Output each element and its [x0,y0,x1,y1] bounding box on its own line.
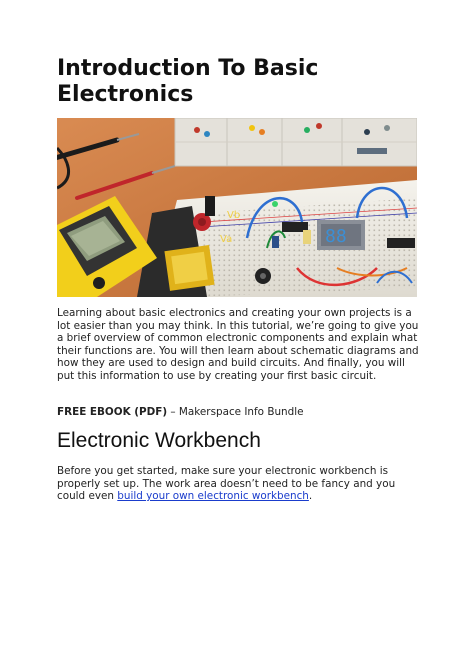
hero-image [57,118,417,297]
workbench-link[interactable]: build your own electronic workbench [117,490,309,503]
workbench-paragraph [57,465,419,503]
ebook-label: FREE EBOOK (PDF) [57,406,168,418]
page-title: Introduction To Basic Electronics [57,56,319,107]
breadboard-label-va: Va [220,234,233,245]
ebook-line [57,406,419,419]
workbench-paragraph-end: . [308,490,313,503]
electronics-photo-icon [57,118,417,297]
ebook-text: Makerspace Info Bundle [178,406,304,418]
workbench-paragraph-start: Before you get started, make sure your electronic workbench is properly set up. The work area doesn’t need to be fancy and you could even [57,465,396,503]
intro-paragraph: Learning about basic electronics and creating your own projects is a lot easier than you may think. In this tutorial, we’re going to give you a brief overview of common electronic components and explain what their functions are. You will then learn about schematic diagrams and how they are used to design and build circuits. And finally, you will put this information to use by creating your first basic circuit. [57,307,419,382]
svg-text:88: 88 [325,226,347,247]
ebook-separator: – [167,406,179,418]
section-heading: Electronic Workbench [57,429,261,452]
breadboard-label-vb: Vb [227,210,241,221]
